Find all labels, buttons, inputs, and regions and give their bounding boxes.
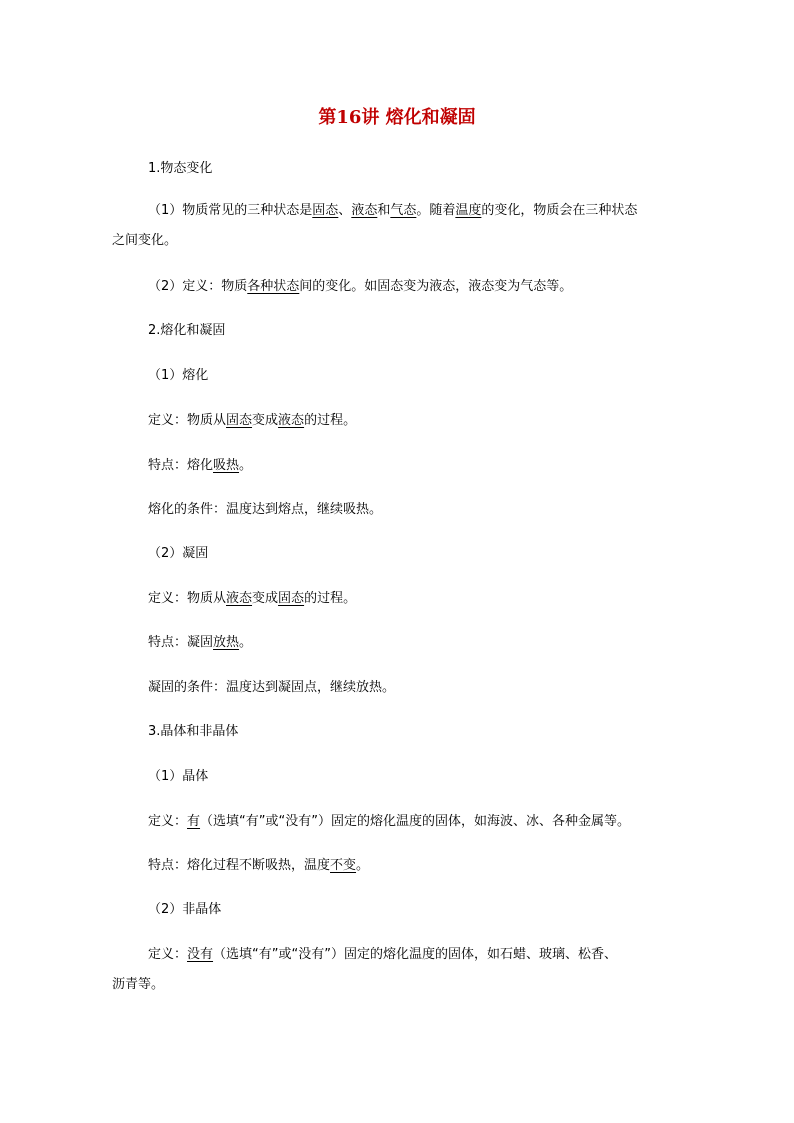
text: 变成 (252, 591, 279, 606)
text: 定义： (148, 947, 188, 962)
answer: 吸热 (213, 458, 240, 473)
answer-states: 各种状态 (247, 279, 300, 294)
answer: 液态 (278, 413, 305, 428)
solidify-definition (148, 589, 356, 609)
text: 、 (338, 203, 352, 218)
solidify-subheading: （2）凝固 (148, 546, 209, 561)
text: 特点：熔化过程不断吸热，温度 (148, 858, 331, 873)
s1-paragraph-2 (148, 277, 572, 297)
section-2-heading: 2.熔化和凝固 (148, 323, 226, 338)
page-title: 第16讲 熔化和凝固 (318, 107, 476, 128)
text: 。 (239, 458, 253, 473)
answer-temperature: 温度 (455, 203, 482, 218)
text: 定义： (148, 814, 188, 829)
solidify-feature (148, 633, 252, 653)
answer-gas: 气态 (390, 203, 417, 218)
melting-definition (148, 411, 356, 431)
melting-subheading: （1）熔化 (148, 368, 209, 383)
crystal-feature (148, 856, 369, 876)
answer: 不变 (330, 858, 357, 873)
amorphous-definition-cont: 沥青等。 (112, 977, 165, 992)
text: （选填“有”或“没有”）固定的熔化温度的固体，如石蜡、玻璃、松香、 (213, 947, 617, 962)
crystal-subheading: （1）晶体 (148, 769, 209, 784)
text: （1）物质常见的三种状态是 (148, 203, 313, 218)
answer-solid: 固态 (312, 203, 339, 218)
answer: 有 (187, 814, 201, 829)
text: 。随着 (416, 203, 456, 218)
answer: 液态 (226, 591, 253, 606)
melting-condition: 熔化的条件：温度达到熔点，继续吸热。 (148, 502, 383, 517)
text: （选填“有”或“没有”）固定的熔化温度的固体，如海波、冰、各种金属等。 (200, 814, 630, 829)
answer: 固态 (226, 413, 253, 428)
amorphous-subheading: （2）非晶体 (148, 902, 222, 917)
crystal-definition (148, 812, 630, 832)
text: 的过程。 (304, 413, 357, 428)
text: 变成 (252, 413, 279, 428)
s1-paragraph-1-cont: 之间变化。 (112, 233, 178, 248)
answer-liquid: 液态 (351, 203, 378, 218)
melting-feature (148, 456, 252, 476)
text: 。 (239, 635, 253, 650)
text: 。 (356, 858, 370, 873)
amorphous-definition (148, 945, 617, 965)
text: 特点：凝固 (148, 635, 214, 650)
section-3-heading: 3.晶体和非晶体 (148, 724, 239, 739)
text: 的过程。 (304, 591, 357, 606)
answer: 放热 (213, 635, 240, 650)
text: （2）定义：物质 (148, 279, 248, 294)
text: 定义：物质从 (148, 413, 227, 428)
answer: 没有 (187, 947, 214, 962)
text: 定义：物质从 (148, 591, 227, 606)
section-1-heading: 1.物态变化 (148, 161, 213, 176)
text: 特点：熔化 (148, 458, 214, 473)
solidify-condition: 凝固的条件：温度达到凝固点，继续放热。 (148, 680, 396, 695)
text: 的变化，物质会在三种状态 (481, 203, 638, 218)
text: 间的变化。如固态变为液态，液态变为气态等。 (299, 279, 573, 294)
s1-paragraph-1 (148, 201, 637, 221)
text: 和 (377, 203, 391, 218)
answer: 固态 (278, 591, 305, 606)
